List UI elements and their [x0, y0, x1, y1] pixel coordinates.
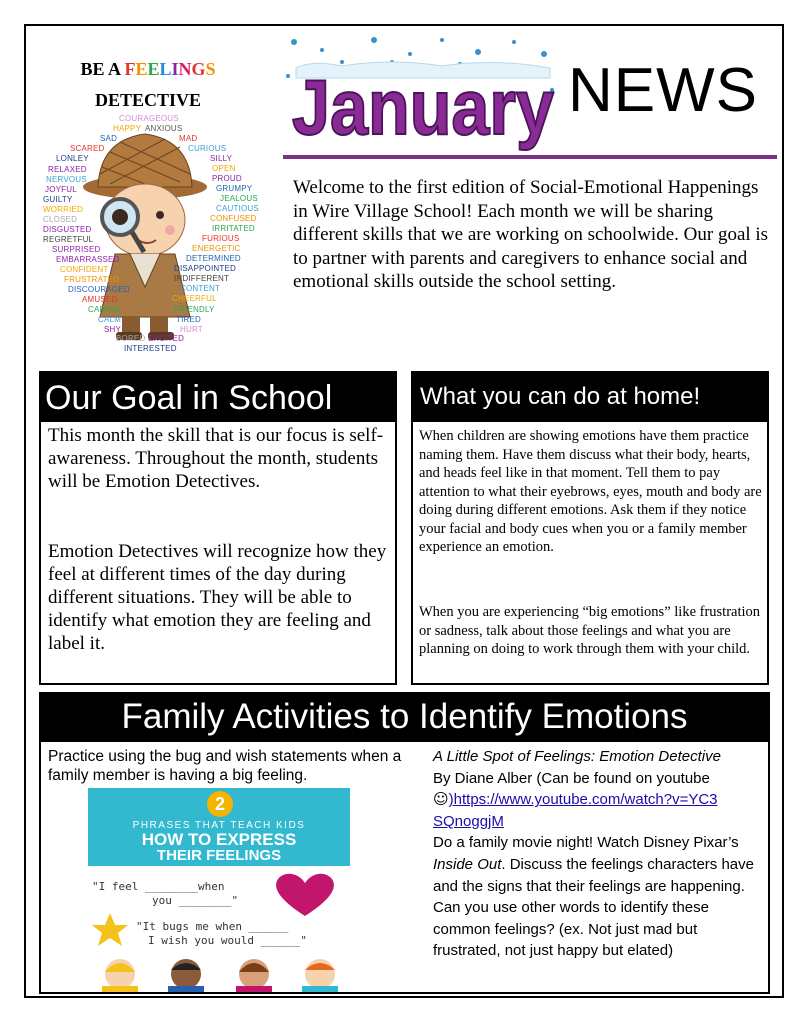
header-divider	[283, 155, 777, 159]
feeling-word: DETERMINED	[186, 254, 241, 263]
feeling-word: SURPRISED	[52, 245, 101, 254]
feeling-word: INDIFFERENT	[174, 274, 230, 283]
feeling-word: ENERGETIC	[192, 244, 241, 253]
feeling-word: CHEERFUL	[172, 294, 217, 303]
feeling-word: JEALOUS	[220, 194, 258, 203]
feeling-word: PROUD	[212, 174, 242, 183]
feeling-word: CONFUSED	[210, 214, 257, 223]
family-left-text: Practice using the bug and wish statements when a family member is having a big feeling.	[48, 748, 402, 784]
feeling-word: DISAPPOINTED	[174, 264, 236, 273]
family-heading: Family Activities to Identify Emotions	[39, 692, 770, 742]
feeling-word: TIRED	[176, 315, 201, 324]
january-text: January	[292, 63, 554, 151]
home-paragraph-2: When you are experiencing “big emotions” like frustration or sadness, talk about those feelings and what you are planning on doing to work through them with your child.	[419, 604, 761, 657]
feeling-word: EMBARRASSED	[56, 255, 120, 264]
january-title	[282, 32, 567, 154]
feeling-word: SHY	[104, 325, 122, 334]
feeling-word: FURIOUS	[202, 234, 240, 243]
feeling-word: OPEN	[212, 164, 236, 173]
welcome-text: Welcome to the first edition of Social-Emotional Happenings in Wire Village School! Each month we will be sharing different skills that we are working on schoolwide. Our goal is to partner with parents and caregivers to enhance social and emotional skills outside the school setting.	[293, 177, 769, 292]
news-title: NEWS	[568, 56, 758, 125]
phrase-2a: "It bugs me when ______	[136, 920, 289, 933]
feeling-word: REGRETFUL	[43, 235, 94, 244]
feeling-word: FRUSTRATED	[64, 275, 120, 284]
feeling-word: CLOSED	[43, 215, 78, 224]
feelings-word-cloud	[40, 112, 260, 352]
movie-text-start: Do a family movie night! Watch Disney Pixar’s	[433, 834, 739, 852]
feeling-word: CONTENT	[180, 284, 221, 293]
feeling-word: SAD	[100, 134, 118, 143]
feeling-word: BORED	[116, 334, 146, 343]
kids-faces-illustration	[88, 954, 350, 992]
feeling-word: EXCITED	[148, 334, 185, 343]
feeling-word: DISGUSTED	[43, 225, 92, 234]
feeling-word: INTERESTED	[124, 344, 177, 353]
graphic-line-3: THEIR FEELINGS	[156, 847, 282, 864]
feeling-word: COURAGEOUS	[119, 114, 179, 123]
feeling-word: GUILTY	[43, 195, 73, 204]
phrase-1b: you ________"	[152, 894, 239, 907]
feeling-word: JOYFUL	[45, 185, 77, 194]
feeling-word: CURIOUS	[188, 144, 227, 153]
movie-title: Inside Out	[433, 855, 502, 873]
goal-heading: Our Goal in School	[39, 371, 397, 422]
feeling-word: ANXIOUS	[145, 124, 183, 133]
detective-title: BE A FEELINGS DETECTIVE	[80, 59, 216, 110]
feeling-word: MAD	[179, 134, 198, 143]
youtube-link[interactable]: )https://www.youtube.com/watch?v=YC3	[448, 791, 718, 809]
phrase-1a: "I feel ________when	[92, 880, 225, 893]
heart-icon	[270, 870, 340, 920]
feeling-word: SILLY	[210, 154, 233, 163]
goal-paragraph-2: Emotion Detectives will recognize how they feel at different times of the day during different situations. They will be able to identify what emotion they are feeling and label it.	[48, 541, 387, 654]
movie-text-rest: . Discuss the feelings characters have and the signs that their feelings are happening. Can you use other words to identify these common feelings? (ex. Not just mad but frustrated, not just happy but elated)	[433, 855, 754, 960]
feeling-word: LONLEY	[56, 154, 89, 163]
graphic-line-1: PHRASES THAT TEACH KIDS	[132, 820, 306, 831]
graphic-number: 2	[207, 791, 233, 817]
feeling-word: CARING	[88, 305, 121, 314]
feeling-word: IRRITATED	[212, 224, 255, 233]
youtube-link-continued[interactable]: SQnoggjM	[433, 812, 504, 830]
feeling-word: RELAXED	[48, 165, 87, 174]
feeling-word: FRIENDLY	[174, 305, 215, 314]
express-feelings-graphic	[88, 788, 350, 992]
feeling-word: SCARED	[70, 144, 105, 153]
graphic-line-2: HOW TO EXPRESS	[141, 830, 297, 849]
feeling-word: AMUSED	[82, 295, 118, 304]
home-heading: What you can do at home!	[411, 371, 769, 422]
smiley-icon: ☺	[433, 790, 449, 809]
feeling-word: GRUMPY	[216, 184, 253, 193]
book-title: A Little Spot of Feelings: Emotion Detective	[433, 748, 721, 765]
star-icon	[90, 910, 130, 950]
feeling-word: DISCOURAGED	[68, 285, 130, 294]
feeling-word: HAPPY	[113, 124, 142, 133]
book-author: By Diane Alber (Can be found on youtube	[433, 769, 710, 787]
home-paragraph-1: When children are showing emotions have them practice naming them. Have them discuss what their body, hearts, and heads feel like in that moment. Tell them to pay attention to what their eyebrows, eyes, mouth and body are doing during different emotions. Ask them if they notice your facial and body cues when you or a family member experience an emotion.	[419, 428, 762, 555]
phrase-2b: I wish you would ______"	[148, 934, 307, 947]
family-right-text	[433, 746, 768, 962]
goal-paragraph-1: This month the skill that is our focus is self- awareness. Throughout the month, students will be Emotion Detectives.	[48, 425, 384, 492]
feeling-word: HURT	[180, 325, 203, 334]
feeling-word: CAUTIOUS	[216, 204, 259, 213]
feeling-word: CALM	[98, 315, 122, 324]
feeling-word: WORRIED	[43, 205, 84, 214]
feeling-word: CONFIDENT	[60, 265, 109, 274]
feeling-word: NERVOUS	[46, 175, 87, 184]
